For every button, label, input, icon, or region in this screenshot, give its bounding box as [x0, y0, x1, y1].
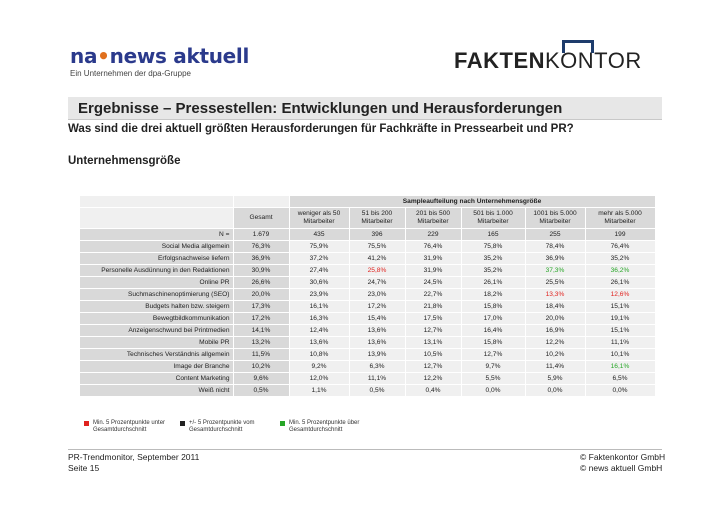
row-label: Anzeigenschwund bei Printmedien [80, 325, 233, 337]
row-label: Image der Branche [80, 361, 233, 373]
table-cell: 15,8% [461, 337, 525, 349]
table-cell: 27,4% [289, 265, 349, 277]
header-spacer [80, 208, 233, 229]
table-cell: 12,2% [525, 337, 585, 349]
table-cell: 36,9% [525, 253, 585, 265]
group-header: Sampleaufteilung nach Unternehmensgröße [289, 196, 655, 208]
table-cell: 16,1% [289, 301, 349, 313]
table-n-row [80, 229, 655, 241]
table-column-header-row [80, 208, 655, 229]
column-header: 501 bis 1.000 Mitarbeiter [461, 208, 525, 229]
table-cell: 0,5% [349, 385, 405, 397]
table-cell: 75,5% [349, 241, 405, 253]
row-label: Weiß nicht [80, 385, 233, 397]
table-cell: 17,2% [349, 301, 405, 313]
legend-label: Min. 5 Prozentpunkte unter Gesamtdurchschnitt [93, 420, 166, 433]
table-cell: 18,2% [461, 289, 525, 301]
table-cell: 10,1% [585, 349, 655, 361]
column-header: Gesamt [233, 208, 289, 229]
table-cell: 12,7% [405, 325, 461, 337]
table-cell: 6,3% [349, 361, 405, 373]
column-header: weniger als 50 Mitarbeiter [289, 208, 349, 229]
table-cell: 16,3% [289, 313, 349, 325]
table-cell: 21,8% [405, 301, 461, 313]
table-cell: 26,6% [233, 277, 289, 289]
n-value: 165 [461, 229, 525, 241]
n-value: 229 [405, 229, 461, 241]
table-cell: 22,7% [405, 289, 461, 301]
table-cell: 12,0% [289, 373, 349, 385]
table-cell: 76,3% [233, 241, 289, 253]
table-cell: 10,5% [405, 349, 461, 361]
section-heading: Unternehmensgröße [68, 155, 181, 167]
table-cell: 25,8% [349, 265, 405, 277]
question-text: Was sind die drei aktuell größten Herausforderungen für Fachkräfte in Pressearbeit und PR? [68, 123, 574, 135]
table-cell: 13,1% [405, 337, 461, 349]
table-cell: 76,4% [405, 241, 461, 253]
table-row [80, 241, 655, 253]
table-cell: 15,1% [585, 325, 655, 337]
table-cell: 35,2% [461, 265, 525, 277]
table-cell: 76,4% [585, 241, 655, 253]
footer-left [68, 452, 199, 474]
table-cell: 17,2% [233, 313, 289, 325]
table-cell: 13,6% [349, 325, 405, 337]
header-spacer [80, 196, 233, 208]
table-cell: 12,6% [585, 289, 655, 301]
footer-page-number: Seite 15 [68, 463, 100, 473]
table-cell: 36,9% [233, 253, 289, 265]
table-cell: 31,9% [405, 265, 461, 277]
table-cell: 35,2% [461, 253, 525, 265]
table-cell: 15,4% [349, 313, 405, 325]
table-cell: 1,1% [289, 385, 349, 397]
table-cell: 15,1% [585, 301, 655, 313]
table-cell: 0,0% [525, 385, 585, 397]
n-value: 396 [349, 229, 405, 241]
table-cell: 20,0% [525, 313, 585, 325]
table-cell: 13,6% [289, 337, 349, 349]
table-cell: 17,0% [461, 313, 525, 325]
row-label: Budgets halten bzw. steigern [80, 301, 233, 313]
table-cell: 17,3% [233, 301, 289, 313]
table-cell: 5,5% [461, 373, 525, 385]
table-cell: 36,2% [585, 265, 655, 277]
table-cell: 16,9% [525, 325, 585, 337]
column-header: 1001 bis 5.000 Mitarbeiter [525, 208, 585, 229]
table-cell: 18,4% [525, 301, 585, 313]
row-label: Mobile PR [80, 337, 233, 349]
row-label: Technisches Verständnis allgemein [80, 349, 233, 361]
row-label: Bewegtbildkommunikation [80, 313, 233, 325]
header-spacer [233, 196, 289, 208]
table-cell: 0,4% [405, 385, 461, 397]
table-row [80, 325, 655, 337]
table-group-header-row [80, 196, 655, 208]
column-header: 51 bis 200 Mitarbeiter [349, 208, 405, 229]
table-cell: 37,2% [289, 253, 349, 265]
row-label: Online PR [80, 277, 233, 289]
footer-source: PR-Trendmonitor, September 2011 [68, 452, 200, 462]
news-aktuell-logo [70, 44, 250, 84]
table-cell: 35,2% [585, 253, 655, 265]
results-table [80, 196, 655, 397]
table-cell: 37,3% [525, 265, 585, 277]
table-cell: 12,2% [405, 373, 461, 385]
table-cell: 41,2% [349, 253, 405, 265]
table-cell: 0,5% [233, 385, 289, 397]
footer-right [580, 452, 665, 474]
table-cell: 11,5% [233, 349, 289, 361]
table-cell: 23,0% [349, 289, 405, 301]
table-cell: 13,2% [233, 337, 289, 349]
table-cell: 14,1% [233, 325, 289, 337]
n-value: 1.679 [233, 229, 289, 241]
table-cell: 17,5% [405, 313, 461, 325]
table-cell: 6,5% [585, 373, 655, 385]
n-value: 435 [289, 229, 349, 241]
table-cell: 26,1% [461, 277, 525, 289]
legend-swatch [180, 421, 185, 426]
legend-label: Min. 5 Prozentpunkte über Gesamtdurchschnitt [289, 420, 360, 433]
table-row [80, 337, 655, 349]
n-value: 255 [525, 229, 585, 241]
table-cell: 26,1% [585, 277, 655, 289]
table-row [80, 253, 655, 265]
table-row [80, 361, 655, 373]
page-title: Ergebnisse – Pressestellen: Entwicklungen und Herausforderungen [78, 100, 563, 117]
table-cell: 12,7% [405, 361, 461, 373]
table-cell: 75,8% [461, 241, 525, 253]
table-cell: 11,4% [525, 361, 585, 373]
table-cell: 78,4% [525, 241, 585, 253]
faktenkontor-bracket-icon [562, 40, 594, 53]
faktenkontor-logo [454, 48, 644, 80]
table-row [80, 385, 655, 397]
table-row [80, 313, 655, 325]
table-cell: 10,2% [525, 349, 585, 361]
row-label: Suchmaschinenoptimierung (SEO) [80, 289, 233, 301]
table-cell: 23,9% [289, 289, 349, 301]
table-cell: 25,5% [525, 277, 585, 289]
table-cell: 24,7% [349, 277, 405, 289]
table-cell: 5,9% [525, 373, 585, 385]
table-cell: 10,8% [289, 349, 349, 361]
news-aktuell-tagline: Ein Unternehmen der dpa-Gruppe [70, 69, 191, 78]
news-aktuell-wordmark: na•news aktuell [70, 44, 250, 68]
table-cell: 10,2% [233, 361, 289, 373]
table-cell: 30,9% [233, 265, 289, 277]
table-cell: 9,2% [289, 361, 349, 373]
table-cell: 30,6% [289, 277, 349, 289]
row-label: Erfolgsnachweise liefern [80, 253, 233, 265]
table-cell: 0,0% [585, 385, 655, 397]
table-cell: 19,1% [585, 313, 655, 325]
table-cell: 13,9% [349, 349, 405, 361]
table-cell: 11,1% [585, 337, 655, 349]
table-cell: 16,1% [585, 361, 655, 373]
table-cell: 20,0% [233, 289, 289, 301]
table-cell: 75,9% [289, 241, 349, 253]
row-label: Personelle Ausdünnung in den Redaktionen [80, 265, 233, 277]
footer-copyright-news-aktuell: © news aktuell GmbH [580, 463, 663, 473]
table-cell: 16,4% [461, 325, 525, 337]
table-cell: 11,1% [349, 373, 405, 385]
column-header: 201 bis 500 Mitarbeiter [405, 208, 461, 229]
table-row [80, 289, 655, 301]
table-cell: 12,7% [461, 349, 525, 361]
title-bar [68, 97, 662, 120]
table-row [80, 373, 655, 385]
legend-swatch [280, 421, 285, 426]
faktenkontor-wordmark: FAKTENKONTOR [454, 48, 642, 73]
table-cell: 13,6% [349, 337, 405, 349]
table-cell: 15,8% [461, 301, 525, 313]
table-cell: 12,4% [289, 325, 349, 337]
table-cell: 0,0% [461, 385, 525, 397]
table-row [80, 349, 655, 361]
n-label: N = [80, 229, 233, 241]
legend-swatch [84, 421, 89, 426]
legend-label: +/- 5 Prozentpunkte vom Gesamtdurchschnitt [189, 420, 255, 433]
n-value: 199 [585, 229, 655, 241]
table-cell: 9,6% [233, 373, 289, 385]
table-cell: 31,9% [405, 253, 461, 265]
footer-divider [68, 449, 662, 450]
table-cell: 9,7% [461, 361, 525, 373]
table-row [80, 301, 655, 313]
table-cell: 24,5% [405, 277, 461, 289]
legend [84, 420, 384, 440]
row-label: Content Marketing [80, 373, 233, 385]
table-row [80, 277, 655, 289]
table-row [80, 265, 655, 277]
footer-copyright-faktenkontor: © Faktenkontor GmbH [580, 452, 666, 462]
table-cell: 13,3% [525, 289, 585, 301]
row-label: Social Media allgemein [80, 241, 233, 253]
column-header: mehr als 5.000 Mitarbeiter [585, 208, 655, 229]
